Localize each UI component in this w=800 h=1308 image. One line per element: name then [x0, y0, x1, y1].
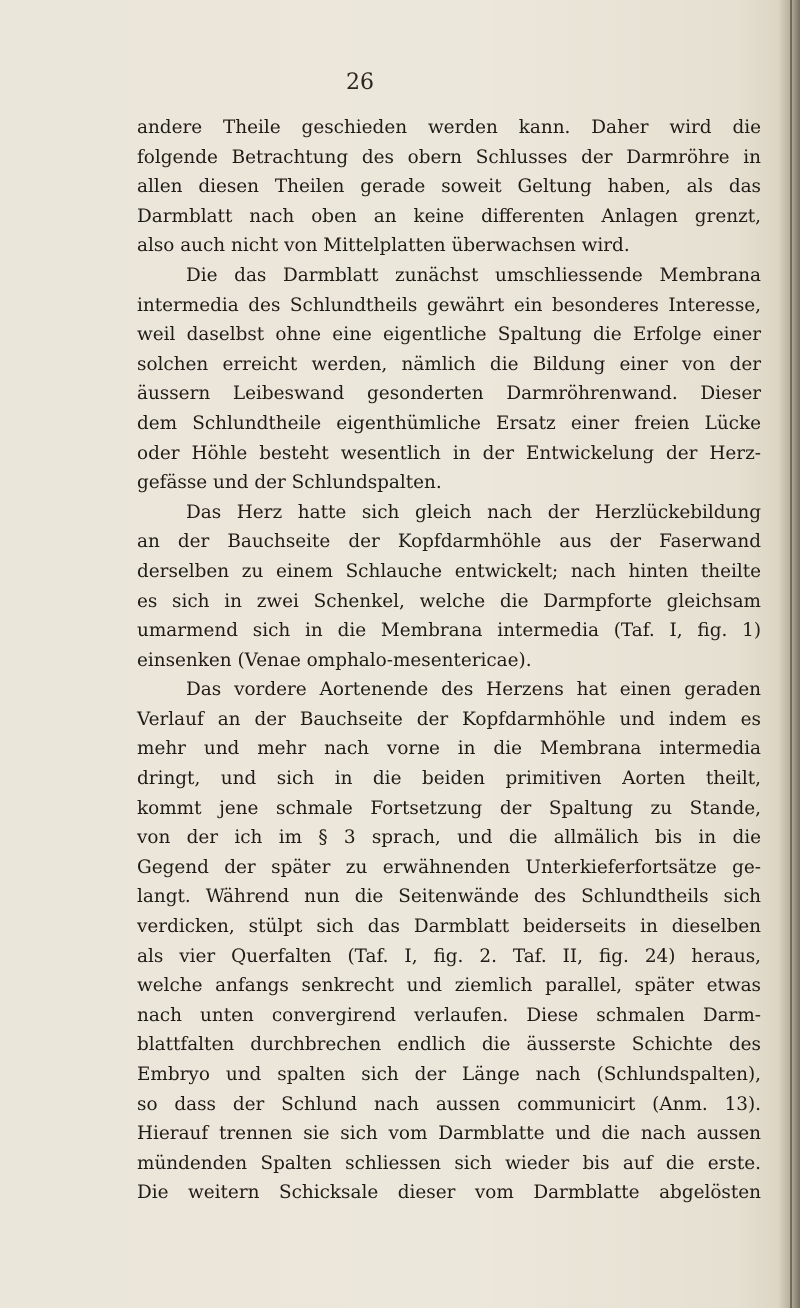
- text-line: einsenken (Venae omphalo-mesentericae).: [137, 649, 532, 671]
- text-line: Das Herz hatte sich gleich nach der Herzlückebildung: [186, 501, 761, 523]
- text-line: Das vordere Aortenende des Herzens hat einen geraden: [186, 679, 761, 701]
- text-line: derselben zu einem Schlauche entwickelt; nach hinten theilte: [137, 560, 761, 582]
- text-line: mehr und mehr nach vorne in die Membrana intermedia: [137, 738, 761, 760]
- page-binding-edge: [790, 0, 792, 1308]
- body-text: [137, 113, 761, 1208]
- text-line: Hierauf trennen sie sich vom Darmblatte und die nach aussen: [137, 1123, 761, 1145]
- text-line: dem Schlundtheile eigenthümliche Ersatz einer freien Lücke: [137, 412, 761, 434]
- text-line: welche anfangs senkrecht und ziemlich parallel, später etwas: [137, 975, 761, 997]
- text-line: andere Theile geschieden werden kann. Daher wird die: [137, 117, 761, 138]
- text-line: Verlauf an der Bauchseite der Kopfdarmhöhle und indem es: [137, 708, 761, 730]
- text-line: von der ich im § 3 sprach, und die allmälich bis in die: [137, 827, 761, 849]
- text-line: dringt, und sich in die beiden primitiven Aorten theilt,: [137, 768, 761, 790]
- text-line: als vier Querfalten (Taf. I, fig. 2. Taf. II, fig. 24) heraus,: [137, 945, 761, 967]
- text-line: intermedia des Schlundtheils gewährt ein besonderes Interesse,: [137, 294, 761, 316]
- text-line: weil daselbst ohne eine eigentliche Spaltung die Erfolge einer: [137, 324, 761, 346]
- text-line: oder Höhle besteht wesentlich in der Entwickelung der Herz-: [137, 442, 761, 464]
- text-line: Darmblatt nach oben an keine differenten Anlagen grenzt,: [137, 205, 761, 227]
- text-line: Die das Darmblatt zunächst umschliessende Membrana: [186, 264, 761, 286]
- text-line: nach unten convergirend verlaufen. Diese schmalen Darm-: [137, 1004, 761, 1026]
- page-gutter-shadow: [778, 0, 800, 1308]
- text-line: solchen erreicht werden, nämlich die Bildung einer von der: [137, 353, 761, 375]
- text-line: gefässe und der Schlundspalten.: [137, 472, 442, 494]
- page-number: 26: [346, 70, 374, 95]
- text-line: äussern Leibeswand gesonderten Darmröhrenwand. Dieser: [137, 383, 761, 405]
- text-line: es sich in zwei Schenkel, welche die Darmpforte gleichsam: [137, 590, 761, 612]
- text-line: blattfalten durchbrechen endlich die äusserste Schichte des: [137, 1034, 761, 1056]
- text-line: Gegend der später zu erwähnenden Unterkieferfortsätze ge-: [137, 856, 761, 878]
- text-line: also auch nicht von Mittelplatten überwachsen wird.: [137, 235, 630, 257]
- text-line: umarmend sich in die Membrana intermedia (Taf. I, fig. 1): [137, 620, 761, 642]
- text-line: allen diesen Theilen gerade soweit Geltung haben, als das: [137, 176, 761, 198]
- text-line: verdicken, stülpt sich das Darmblatt beiderseits in dieselben: [137, 916, 761, 938]
- text-line: langt. Während nun die Seitenwände des Schlundtheils sich: [137, 886, 761, 908]
- text-line: mündenden Spalten schliessen sich wieder bis auf die erste.: [137, 1152, 761, 1174]
- text-line: kommt jene schmale Fortsetzung der Spaltung zu Stande,: [137, 797, 761, 819]
- text-line: Die weitern Schicksale dieser vom Darmblatte abgelösten: [137, 1182, 761, 1204]
- text-line: so dass der Schlund nach aussen communicirt (Anm. 13).: [137, 1093, 761, 1115]
- text-line: folgende Betrachtung des obern Schlusses der Darmröhre in: [137, 146, 761, 168]
- text-line: an der Bauchseite der Kopfdarmhöhle aus der Faserwand: [137, 531, 761, 553]
- text-line: Embryo und spalten sich der Länge nach (Schlundspalten),: [137, 1064, 761, 1085]
